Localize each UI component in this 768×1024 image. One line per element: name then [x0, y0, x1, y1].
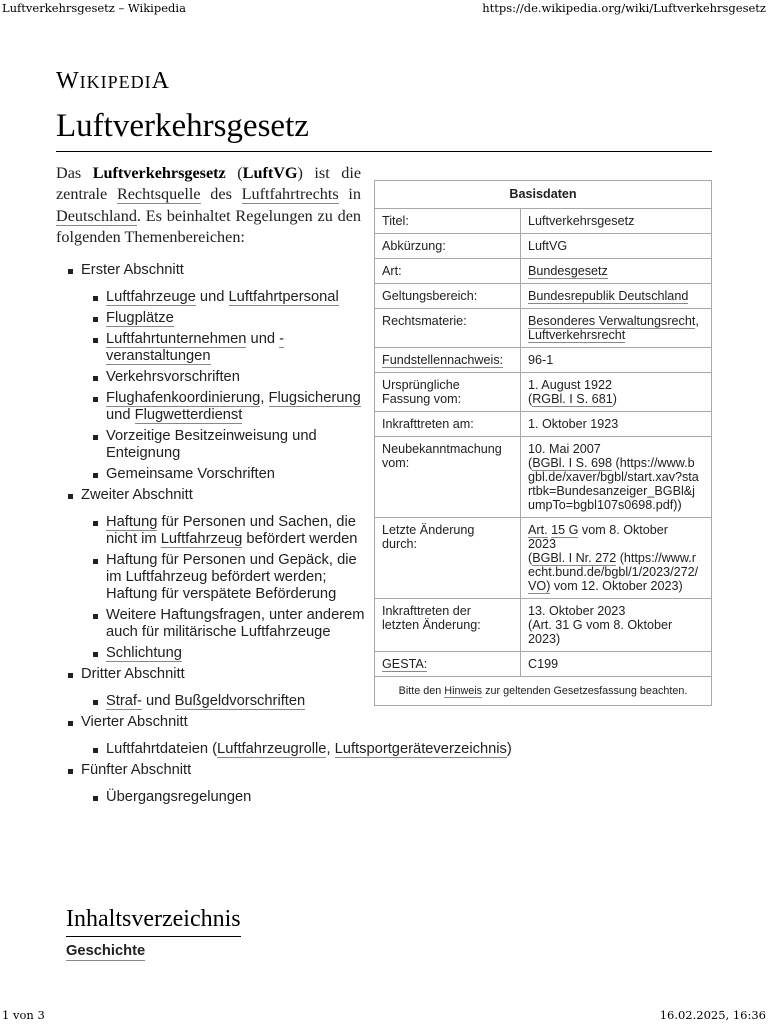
infobox-key: Inkrafttreten am: — [375, 412, 521, 437]
link-luftfahrtpersonal[interactable]: Luftfahrtpersonal — [228, 289, 339, 305]
list-text: ) — [506, 741, 512, 757]
link-15g[interactable]: 15 G — [551, 523, 579, 537]
infobox-key — [375, 652, 521, 677]
table-row — [375, 309, 712, 348]
url-text: umpTo=bgbl107s0698.pdf)) — [528, 498, 682, 512]
list-item — [81, 310, 366, 327]
infobox-key: Rechtsmaterie: — [375, 309, 521, 348]
list-item — [56, 262, 366, 483]
list-item — [81, 514, 366, 548]
key-line: Letzte Änderung — [382, 523, 475, 537]
lead-text: des — [200, 185, 242, 204]
wordmark-middle: IKIPEDI — [79, 72, 152, 92]
infobox-key: Abkürzung: — [375, 234, 521, 259]
link-veranstaltungen[interactable]: -veranstaltungen — [106, 331, 285, 364]
link-gesta[interactable]: GESTA: — [382, 657, 428, 671]
table-row — [375, 373, 712, 412]
link-bgbl-272[interactable]: BGBl. I Nr. 272 — [532, 551, 617, 565]
page-title: Luftverkehrsgesetz — [56, 104, 712, 152]
infobox-value — [521, 284, 712, 309]
list-item — [81, 466, 366, 483]
table-row — [375, 209, 712, 234]
list-text: und — [141, 693, 175, 709]
link-luftfahrtunternehmen[interactable]: Luftfahrtunternehmen — [106, 331, 247, 347]
infobox-basisdaten — [374, 180, 712, 706]
value-text: 13. Oktober 2023 — [528, 604, 626, 618]
list-text: Verkehrsvorschriften — [106, 369, 240, 385]
value-text: vom 8. Oktober — [578, 523, 668, 537]
infobox-footer — [375, 677, 712, 706]
list-text: Vorzeitige Besitzeinweisung und Enteignung — [106, 428, 317, 461]
infobox-value — [521, 518, 712, 599]
lead-text: . Es beinhaltet Regelungen zu den folgenden Themenbereichen: — [56, 206, 361, 246]
list-item — [81, 741, 601, 758]
link-fundstellennachweis[interactable]: Fundstellennachweis: — [382, 353, 504, 367]
list-item — [56, 762, 366, 806]
wordmark-first: W — [56, 68, 80, 94]
link-flugplaetze[interactable]: Flugplätze — [106, 310, 174, 326]
url-text: (https://www.r — [616, 551, 696, 565]
infobox-caption-row — [375, 181, 712, 209]
lead-bold-abbr: LuftVG — [242, 164, 298, 182]
list-text: und — [106, 407, 135, 423]
value-text: 2023) — [528, 632, 561, 646]
section-label: Fünfter Abschnitt — [81, 762, 192, 778]
key-line: durch: — [382, 537, 418, 551]
table-row — [375, 518, 712, 599]
key-line: Inkrafttreten der — [382, 604, 471, 618]
value-text: 10. Mai 2007 — [528, 442, 601, 456]
print-header-title: Luftverkehrsgesetz – Wikipedia — [2, 1, 186, 15]
list-item — [81, 607, 366, 641]
value-text: vom 12. Oktober 2023) — [550, 579, 683, 593]
table-row — [375, 348, 712, 373]
list-text: für Personen und Sachen, die nicht im — [106, 514, 356, 547]
table-row — [375, 599, 712, 652]
infobox-value — [521, 259, 712, 284]
table-row — [375, 284, 712, 309]
link-vo[interactable]: VO) — [528, 579, 551, 593]
url-text: echt.bund.de/bgbl/1/2023/272/ — [528, 565, 699, 579]
sublist — [81, 289, 366, 483]
link-luftverkehrsrecht[interactable]: Luftverkehrsrecht — [528, 328, 626, 342]
lead-text: ( — [225, 164, 243, 182]
list-text: Weitere Haftungsfragen, unter anderem auch für militärische Luftfahrzeuge — [106, 607, 365, 640]
footer-text: Bitte den — [398, 685, 445, 697]
link-haftung[interactable]: Haftung — [106, 514, 158, 530]
infobox-value — [521, 309, 712, 348]
list-text: Haftung für Personen und Gepäck, die im Luftfahrzeug befördert werden; Haftung für verspätete Beförderung — [106, 552, 357, 602]
infobox-value — [521, 599, 712, 652]
list-item — [56, 714, 512, 758]
list-text: Übergangsregelungen — [106, 789, 252, 805]
list-item — [56, 487, 366, 662]
list-item — [81, 390, 366, 424]
list-text: Gemeinsame Vorschriften — [106, 466, 275, 482]
list-text: , — [260, 390, 269, 406]
key-line: Neubekanntmachung — [382, 442, 502, 456]
value-text: ) — [612, 392, 617, 406]
key-line: Ursprüngliche — [382, 378, 460, 392]
list-item — [81, 645, 366, 662]
section-label: Vierter Abschnitt — [81, 714, 188, 730]
list-item — [81, 552, 366, 603]
infobox-value: 1. Oktober 1923 — [521, 412, 712, 437]
key-line: Fassung vom: — [382, 392, 462, 406]
value-text: ( — [528, 456, 533, 470]
list-item — [81, 289, 366, 306]
section-label: Zweiter Abschnitt — [81, 487, 193, 503]
link-luftsportgeraeteverzeichnis[interactable]: Luftsportgeräteverzeichnis — [334, 741, 507, 757]
infobox-value: C199 — [521, 652, 712, 677]
url-text: rtbk=Bundesanzeiger_BGBl&j — [528, 484, 695, 498]
link-luftfahrzeuge[interactable]: Luftfahrzeuge — [106, 289, 196, 305]
list-item — [81, 789, 601, 806]
infobox-key — [375, 437, 521, 518]
link-hinweis[interactable]: Hinweis — [444, 685, 483, 697]
link-rgbl[interactable]: RGBl. I S. 681 — [532, 392, 613, 406]
value-text: (Art. 31 G vom 8. Oktober — [528, 618, 673, 632]
link-deutschland[interactable]: Deutschland — [56, 206, 137, 225]
lead-paragraph — [56, 163, 361, 248]
infobox-value — [521, 437, 712, 518]
list-text: befördert werden — [242, 531, 358, 547]
value-text: ( — [528, 392, 533, 406]
link-bundesrepublik[interactable]: Bundesrepublik Deutschland — [528, 289, 689, 303]
infobox-key — [375, 373, 521, 412]
table-row — [375, 652, 712, 677]
key-line: letzten Änderung: — [382, 618, 481, 632]
infobox-key — [375, 599, 521, 652]
list-text: und — [246, 331, 280, 347]
print-footer-page: 1 von 3 — [2, 1008, 45, 1022]
link-schlichtung[interactable]: Schlichtung — [106, 645, 182, 661]
value-text: 2023 — [528, 537, 557, 551]
lead-text: Das — [56, 164, 93, 182]
list-item — [56, 666, 366, 710]
toc-link-geschichte[interactable]: Geschichte — [66, 943, 146, 959]
section-label: Dritter Abschnitt — [81, 666, 185, 682]
infobox-key: Art: — [375, 259, 521, 284]
value-text: , — [695, 314, 699, 328]
infobox-value: LuftVG — [521, 234, 712, 259]
link-strafvorschriften[interactable]: Straf- — [106, 693, 142, 709]
infobox-footer-row — [375, 677, 712, 706]
link-bundesgesetz[interactable]: Bundesgesetz — [528, 264, 608, 278]
infobox-key — [375, 518, 521, 599]
lead-bold-title: Luftverkehrsgesetz — [92, 164, 226, 182]
infobox-key: Geltungsbereich: — [375, 284, 521, 309]
list-text: , — [326, 741, 335, 757]
list-item — [81, 369, 366, 386]
wikipedia-wordmark[interactable] — [56, 68, 170, 95]
link-flugwetterdienst[interactable]: Flugwetterdienst — [134, 407, 243, 423]
sublist — [81, 741, 601, 758]
print-header-url: https://de.wikipedia.org/wiki/Luftverkehrsgesetz — [482, 1, 766, 15]
infobox-key — [375, 348, 521, 373]
infobox-value — [521, 373, 712, 412]
footer-text: zur geltenden Gesetzesfassung beachten. — [482, 685, 688, 697]
lead-text: ) ist die zentrale — [56, 164, 361, 204]
key-line: vom: — [382, 456, 410, 470]
link-art[interactable]: Art. — [528, 523, 548, 537]
list-text: und — [195, 289, 229, 305]
list-item — [81, 428, 366, 462]
sublist — [81, 514, 366, 662]
link-rechtsquelle[interactable]: Rechtsquelle — [116, 185, 201, 204]
table-row — [375, 437, 712, 518]
link-bussgeldvorschriften[interactable]: Bußgeldvorschriften — [174, 693, 306, 709]
list-text: Luftfahrtdateien ( — [106, 741, 218, 757]
link-luftfahrzeug[interactable]: Luftfahrzeug — [160, 531, 243, 547]
value-text: 1. August 1922 — [528, 378, 613, 392]
table-row — [375, 412, 712, 437]
link-luftfahrzeugrolle[interactable]: Luftfahrzeugrolle — [217, 741, 327, 757]
print-footer-datetime: 16.02.2025, 16:36 — [659, 1008, 766, 1022]
url-text: gbl.de/xaver/bgbl/start.xav?sta — [528, 470, 699, 484]
lead-text: in — [338, 185, 362, 204]
link-bgbl-698[interactable]: BGBl. I S. 698 — [532, 456, 613, 470]
infobox-key: Titel: — [375, 209, 521, 234]
infobox-value: 96-1 — [521, 348, 712, 373]
url-text: (https://www.b — [612, 456, 695, 470]
list-item — [81, 331, 366, 365]
section-label: Erster Abschnitt — [81, 262, 184, 278]
sublist — [81, 789, 601, 806]
value-text: ( — [528, 551, 533, 565]
link-flughafenkoordinierung[interactable]: Flughafenkoordinierung — [106, 390, 261, 406]
link-luftfahrtrecht[interactable]: Luftfahrtrechts — [241, 185, 339, 204]
link-verwaltungsrecht[interactable]: Besonderes Verwaltungsrecht — [528, 314, 696, 328]
infobox-value: Luftverkehrsgesetz — [521, 209, 712, 234]
table-row — [375, 259, 712, 284]
link-flugsicherung[interactable]: Flugsicherung — [268, 390, 361, 406]
wordmark-last: A — [151, 68, 170, 94]
toc-heading: Inhaltsverzeichnis — [66, 904, 241, 937]
table-row — [375, 234, 712, 259]
infobox-caption: Basisdaten — [375, 181, 712, 209]
